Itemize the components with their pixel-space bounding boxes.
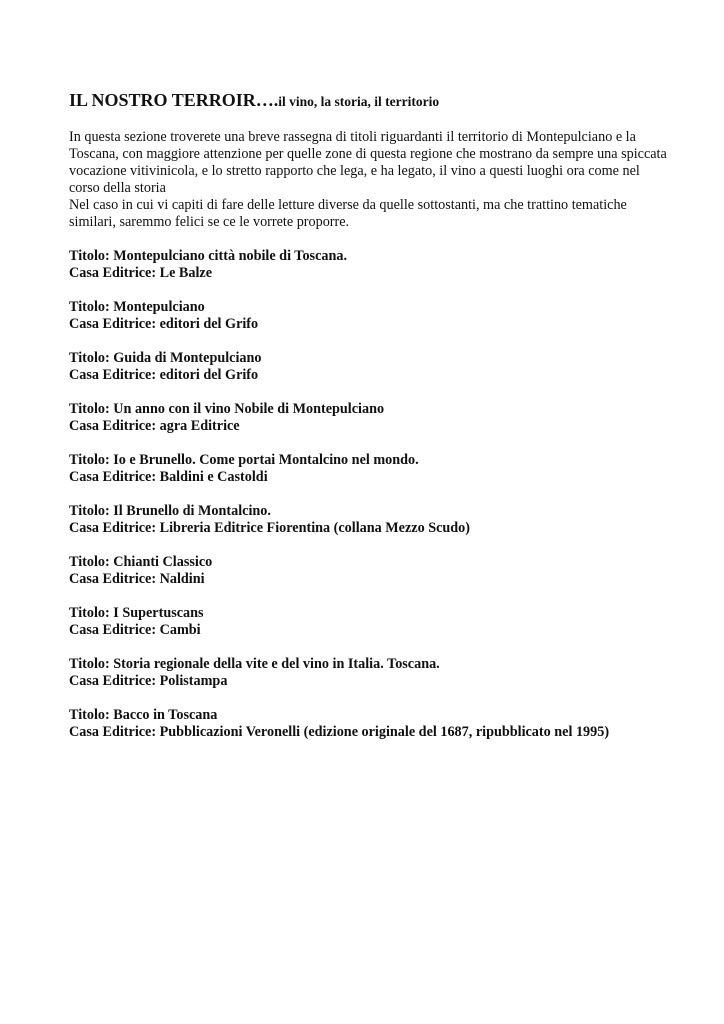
intro-section — [69, 129, 669, 231]
document-page — [69, 84, 669, 758]
book-title: Titolo: Bacco in Toscana — [69, 707, 218, 723]
book-publisher: Casa Editrice: Libreria Editrice Fiorentina (collana Mezzo Scudo) — [69, 520, 470, 536]
book-entry — [69, 299, 669, 333]
book-publisher: Casa Editrice: editori del Grifo — [69, 367, 259, 383]
book-title: Titolo: Un anno con il vino Nobile di Montepulciano — [69, 401, 385, 417]
book-list — [69, 248, 669, 741]
book-title: Titolo: Storia regionale della vite e del vino in Italia. Toscana. — [69, 656, 440, 672]
book-title: Titolo: Montepulciano città nobile di Toscana. — [69, 248, 348, 264]
book-entry — [69, 554, 669, 588]
intro-paragraph: Nel caso in cui vi capiti di fare delle letture diverse da quelle sottostanti, ma che trattino tematiche similari, saremmo felici se ce le vorrete proporre. — [69, 197, 627, 230]
book-publisher: Casa Editrice: editori del Grifo — [69, 316, 259, 332]
book-publisher: Casa Editrice: agra Editrice — [69, 418, 240, 434]
book-publisher: Casa Editrice: Cambi — [69, 622, 201, 638]
book-title: Titolo: I Supertuscans — [69, 605, 204, 621]
book-publisher: Casa Editrice: Polistampa — [69, 673, 228, 689]
book-title: Titolo: Montepulciano — [69, 299, 205, 315]
book-entry — [69, 401, 669, 435]
book-entry — [69, 503, 669, 537]
book-title: Titolo: Chianti Classico — [69, 554, 213, 570]
book-entry — [69, 452, 669, 486]
book-publisher: Casa Editrice: Le Balze — [69, 265, 213, 281]
book-publisher: Casa Editrice: Naldini — [69, 571, 205, 587]
intro-paragraph: In questa sezione troverete una breve rassegna di titoli riguardanti il territorio di Montepulciano e la Toscana, con maggiore attenzione per quelle zone di questa regione che mostrano da sempre una spiccata vocazione vitivinicola, e lo stretto rapporto che lega, e ha legato, il vino a questi luoghi ora come nel corso della storia — [69, 129, 667, 196]
page-title — [69, 84, 669, 113]
book-entry — [69, 707, 669, 741]
book-publisher: Casa Editrice: Pubblicazioni Veronelli (edizione originale del 1687, ripubblicato nel 1995) — [69, 724, 610, 740]
book-entry — [69, 248, 669, 282]
book-entry — [69, 656, 669, 690]
book-publisher: Casa Editrice: Baldini e Castoldi — [69, 469, 268, 485]
page-title-subtitle: il vino, la storia, il territorio — [278, 94, 440, 109]
book-title: Titolo: Guida di Montepulciano — [69, 350, 262, 366]
book-entry — [69, 605, 669, 639]
page-title-main: IL NOSTRO TERROIR…. — [69, 90, 279, 110]
book-title: Titolo: Io e Brunello. Come portai Montalcino nel mondo. — [69, 452, 419, 468]
book-entry — [69, 350, 669, 384]
book-title: Titolo: Il Brunello di Montalcino. — [69, 503, 271, 519]
